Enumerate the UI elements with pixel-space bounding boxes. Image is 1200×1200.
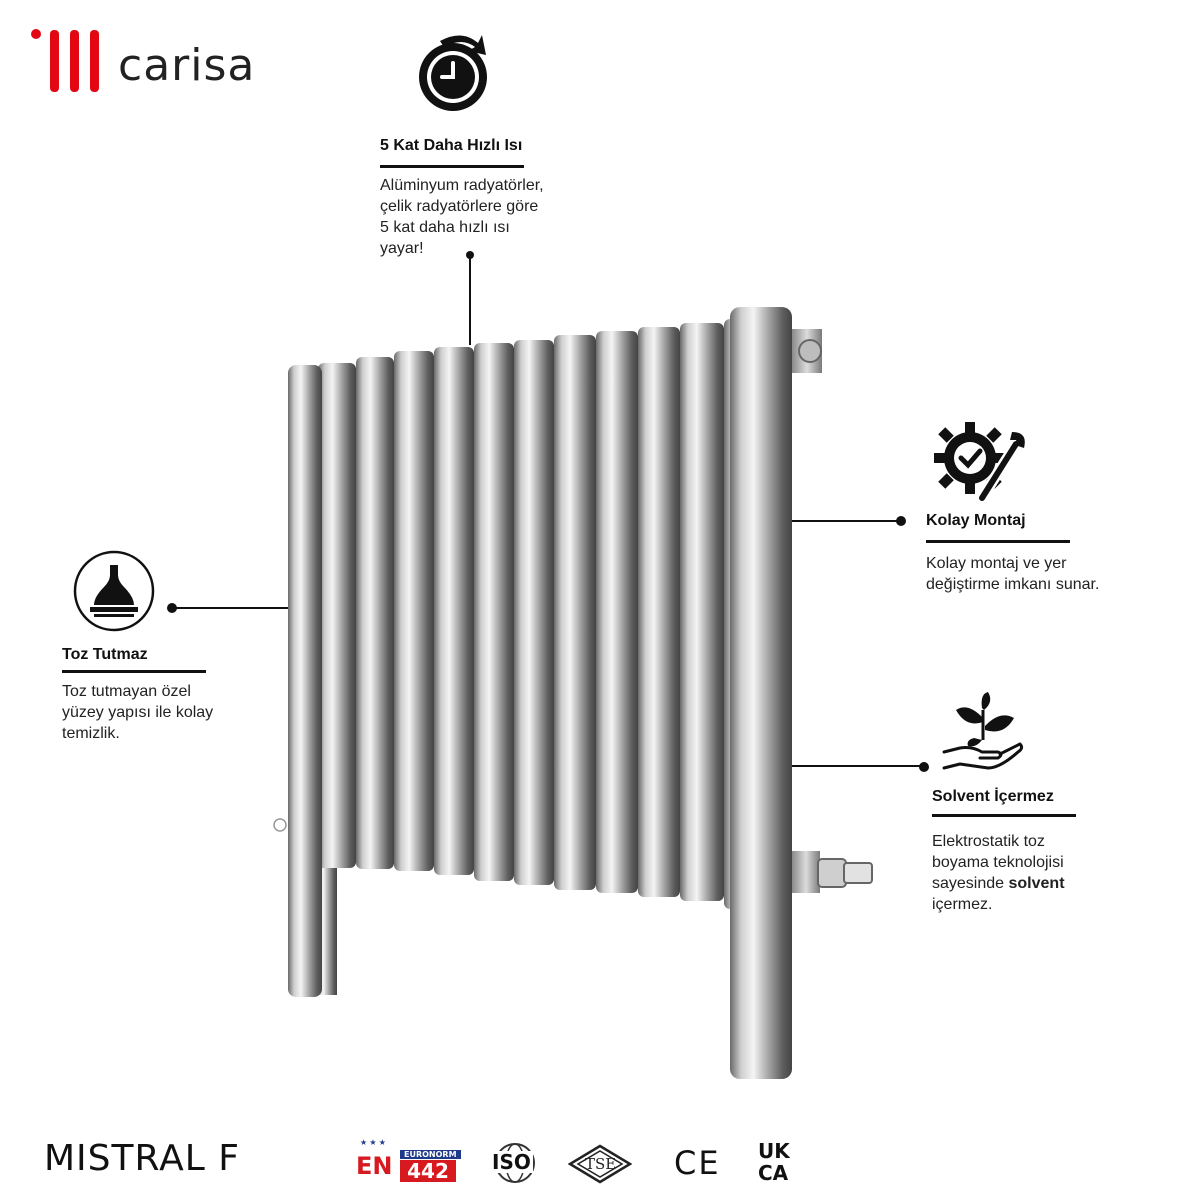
tse-label: TSE bbox=[585, 1155, 617, 1173]
heat-desc-line: Alüminyum radyatörler, bbox=[380, 177, 544, 194]
mount-description bbox=[926, 553, 1166, 595]
solvent-desc-line: boyama teknolojisi bbox=[932, 854, 1064, 871]
mount-title: Kolay Montaj bbox=[926, 512, 1026, 529]
en-number: 442 bbox=[400, 1160, 456, 1182]
tse-logo bbox=[568, 1144, 632, 1184]
dust-rule bbox=[62, 670, 206, 673]
ce-logo: CE bbox=[674, 1144, 721, 1182]
certification-logos bbox=[356, 1140, 816, 1188]
dust-connector-line bbox=[172, 607, 288, 609]
solvent-desc-bold: solvent bbox=[1008, 875, 1065, 892]
gear-wrench-icon bbox=[932, 418, 1032, 504]
clock-arrow-icon bbox=[410, 25, 500, 115]
solvent-connector-line bbox=[792, 765, 920, 767]
solvent-rule bbox=[932, 814, 1076, 817]
radiator-illustration bbox=[270, 295, 890, 1095]
heat-desc-line: çelik radyatörlere göre bbox=[380, 198, 539, 215]
mount-desc-line: değiştirme imkanı sunar. bbox=[926, 576, 1100, 593]
mount-connector-line bbox=[792, 520, 900, 522]
brand-logo bbox=[28, 26, 268, 98]
ukca-logo bbox=[758, 1140, 802, 1186]
plant-hand-icon bbox=[938, 690, 1028, 776]
brand-name: carisa bbox=[118, 40, 256, 91]
ukca-top-label: UK bbox=[758, 1139, 790, 1163]
iso-label: ISO bbox=[492, 1150, 531, 1174]
brand-mark-icon bbox=[28, 26, 108, 98]
en442-logo bbox=[356, 1138, 458, 1183]
dust-title: Toz Tutmaz bbox=[62, 646, 148, 663]
solvent-desc-line bbox=[932, 873, 1172, 894]
heat-connector-line bbox=[469, 255, 471, 345]
heat-description bbox=[380, 175, 600, 259]
dust-desc-line: temizlik. bbox=[62, 725, 120, 742]
solvent-title: Solvent İçermez bbox=[932, 788, 1054, 805]
mount-desc-line: Kolay montaj ve yer bbox=[926, 555, 1067, 572]
heat-desc-line: yayar! bbox=[380, 240, 424, 257]
solvent-connector-dot bbox=[919, 762, 929, 772]
ukca-bottom-label: CA bbox=[758, 1161, 789, 1185]
product-name: MISTRAL F bbox=[44, 1138, 240, 1179]
heat-title: 5 Kat Daha Hızlı Isı bbox=[380, 137, 523, 154]
dust-desc-line: yüzey yapısı ile kolay bbox=[62, 704, 214, 721]
dust-desc-line: Toz tutmayan özel bbox=[62, 683, 191, 700]
iso-logo bbox=[488, 1142, 542, 1184]
solvent-desc-line: Elektrostatik toz bbox=[932, 833, 1045, 850]
en-label: EN bbox=[356, 1152, 393, 1180]
eu-stars-icon: ★ ★ ★ bbox=[360, 1138, 386, 1147]
mount-rule bbox=[926, 540, 1070, 543]
heat-desc-line: 5 kat daha hızlı ısı bbox=[380, 219, 510, 236]
solvent-desc-line: içermez. bbox=[932, 896, 993, 913]
dust-brush-icon bbox=[72, 549, 156, 633]
solvent-description bbox=[932, 831, 1172, 915]
solvent-desc-text: sayesinde bbox=[932, 875, 1009, 892]
euronorm-label: EURONORM bbox=[400, 1150, 461, 1159]
heat-rule bbox=[380, 165, 524, 168]
dust-description bbox=[62, 681, 282, 744]
